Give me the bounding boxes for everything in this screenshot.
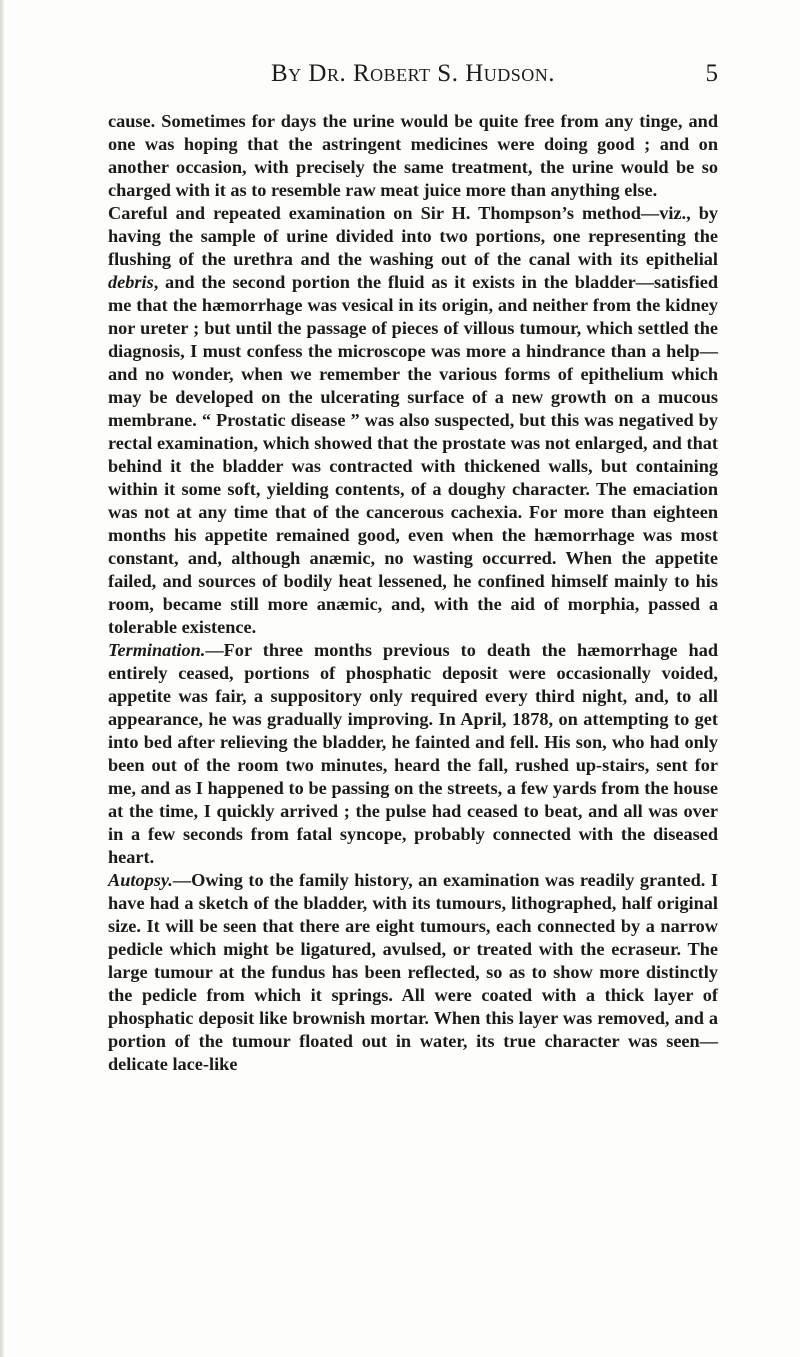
running-title: By Dr. Robert S. Hudson.: [270, 60, 556, 87]
section-heading-autopsy: Autopsy.: [108, 870, 173, 890]
paragraph-text-before: Careful and repeated examination on Sir H. Thompson’s method—viz., by having the sample of urine divided into two portions, one representing the flushing of the urethra and the washing out of the canal with its epithelial: [108, 203, 718, 269]
paragraph-continuation: [108, 110, 718, 202]
emphasis-debris: debris: [108, 272, 154, 292]
paragraph-text: —Owing to the family history, an examination was readily granted. I have had a sketch of the bladder, with its tumours, lithographed, half original size. It will be seen that there are eight tumours, each connected by a narrow pedicle which might be ligatured, avulsed, or treated with the ecraseur. The large tumour at the fundus has been reflected, so as to show more distinctly the pedicle from which it springs. All were coated with a thick layer of phosphatic deposit like brownish mortar. When this layer was removed, and a portion of the tumour floated out in water, its true character was seen—delicate lace-like: [108, 870, 718, 1074]
running-head: [108, 60, 718, 100]
section-heading-termination: Termination.: [108, 640, 206, 660]
paragraph-text: cause. Sometimes for days the urine would be quite free from any tinge, and one was hoping that the astringent medicines were doing good ; and on another occasion, with precisely the same treatment, the urine would be so charged with it as to resemble raw meat juice more than anything else.: [108, 111, 718, 200]
text-body: [108, 110, 718, 1076]
binding-edge: [0, 0, 4, 1357]
paragraph-termination: [108, 639, 718, 869]
paragraph-text-after: , and the second portion the fluid as it exists in the bladder—satisfied me that the hæmorrhage was vesical in its origin, and neither from the kidney nor ureter ; but until the passage of pieces of villous tumour, which settled the diagnosis, I must confess the microscope was more a hindrance than a help—and no wonder, when we remember the various forms of epithelium which may be developed on the ulcerating surface of a new growth on a mucous membrane. “ Prostatic disease ” was also suspected, but this was negatived by rectal examination, which showed that the prostate was not enlarged, and that behind it the bladder was contracted with thickened walls, but containing within it some soft, yielding contents, of a doughy character. The emaciation was not at any time that of the cancerous cachexia. For more than eighteen months his appetite remained good, even when the hæmorrhage was most constant, and, although anæmic, no wasting occurred. When the appetite failed, and sources of bodily heat lessened, he confined himself mainly to his room, became still more anæmic, and, with the aid of morphia, passed a tolerable existence.: [108, 272, 718, 637]
page-number: 5: [705, 60, 718, 87]
paragraph-autopsy: [108, 869, 718, 1076]
paragraph-text: —For three months previous to death the hæmorrhage had entirely ceased, portions of phosphatic deposit were occasionally voided, appetite was fair, a suppository only required every third night, and, to all appearance, he was gradually improving. In April, 1878, on attempting to get into bed after relieving the bladder, he fainted and fell. His son, who had only been out of the room two minutes, heard the fall, rushed up-stairs, sent for me, and as I happened to be passing on the streets, a few yards from the house at the time, I quickly arrived ; the pulse had ceased to beat, and all was over in a few seconds from fatal syncope, probably connected with the diseased heart.: [108, 640, 718, 867]
paragraph-examination: [108, 202, 718, 639]
